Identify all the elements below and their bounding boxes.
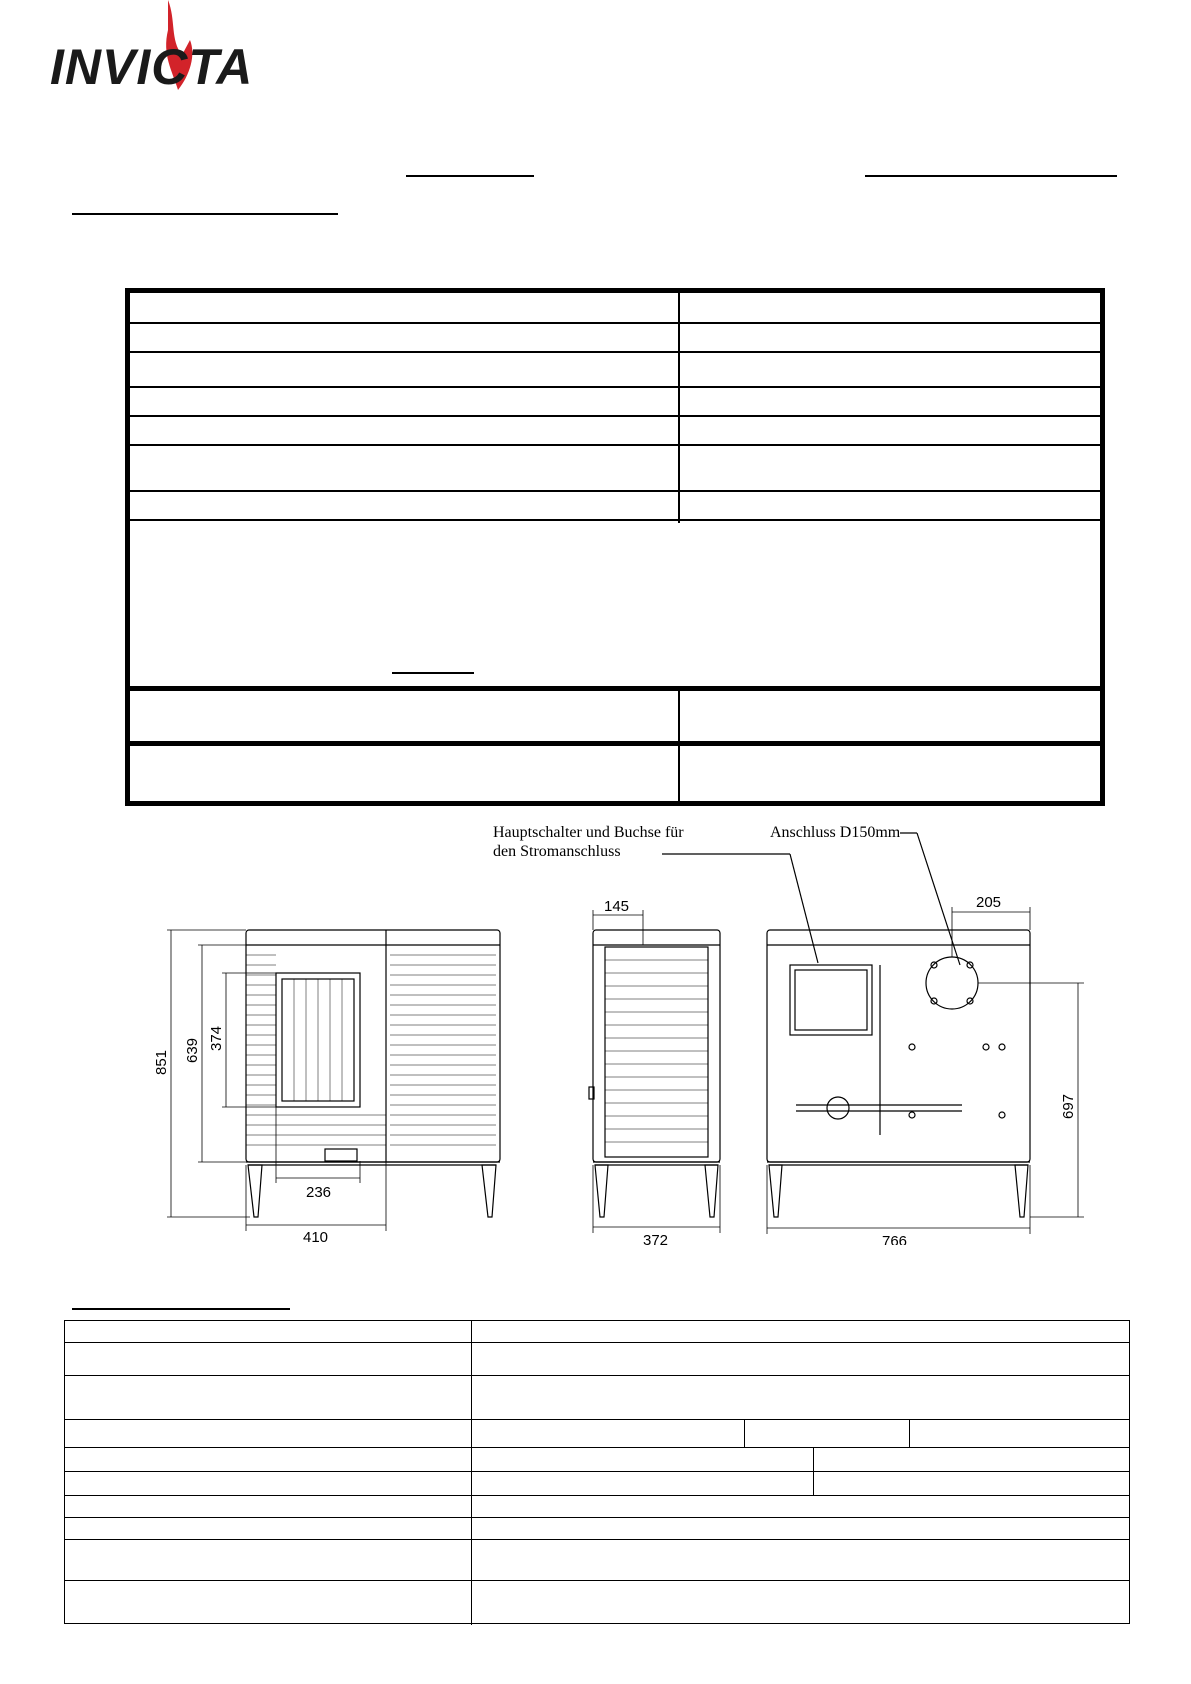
- switch-callout-line-2: den Stromanschluss: [493, 843, 621, 860]
- heading-underline-2: [865, 175, 1117, 177]
- dim-front-height-total: 851: [153, 1049, 170, 1075]
- data-row: [65, 1472, 1129, 1496]
- specification-table: [125, 288, 1105, 806]
- heading-underline-1: [406, 175, 534, 177]
- data-column-divider: [813, 1448, 814, 1496]
- logo-wordmark: INVICTA: [50, 39, 254, 95]
- spec-row: [130, 492, 1100, 521]
- spec-row: [130, 388, 1100, 417]
- spec-notes-block: [130, 521, 1100, 691]
- dim-front-width: 410: [303, 1229, 329, 1245]
- spec-row: [130, 324, 1100, 353]
- data-row: [65, 1420, 1129, 1448]
- front-view: [246, 930, 500, 1217]
- spec-row: [130, 691, 1100, 746]
- dim-back-width: 766: [882, 1233, 908, 1245]
- spec-notes-underline: [392, 672, 474, 674]
- technical-drawing: [150, 815, 1100, 1245]
- dim-front-height-mid: 639: [184, 1037, 201, 1063]
- switch-callout-line-1: Hauptschalter und Buchse für: [493, 824, 684, 841]
- data-column-divider: [471, 1321, 472, 1625]
- data-row: [65, 1376, 1129, 1420]
- spec-row: [130, 446, 1100, 492]
- dim-back-flue-offset: 205: [976, 894, 1002, 911]
- dim-side-width: 372: [643, 1232, 669, 1245]
- data-column-divider: [744, 1420, 745, 1448]
- dim-front-width-base: 236: [306, 1184, 332, 1201]
- flue-callout: Anschluss D150mm: [770, 824, 901, 841]
- data-row: [65, 1496, 1129, 1518]
- spec-row: [130, 417, 1100, 446]
- back-view: [767, 930, 1030, 1217]
- stove-views: [150, 815, 1100, 1245]
- data-column-divider: [909, 1420, 910, 1448]
- spec-row: [130, 293, 1100, 324]
- data-row: [65, 1343, 1129, 1376]
- heading-underline-3: [72, 213, 338, 215]
- spec-row: [130, 353, 1100, 388]
- data-table: [64, 1320, 1130, 1624]
- invicta-logo: [50, 0, 340, 100]
- dim-front-height-door: 374: [208, 1025, 225, 1051]
- data-row: [65, 1321, 1129, 1343]
- dim-back-flue-height: 697: [1060, 1093, 1077, 1119]
- spec-column-divider: [678, 691, 680, 801]
- dim-side-offset: 145: [604, 898, 630, 915]
- data-row: [65, 1448, 1129, 1472]
- spec-column-divider: [678, 293, 680, 523]
- section-underline: [72, 1308, 290, 1310]
- data-row: [65, 1540, 1129, 1581]
- side-view: [589, 930, 720, 1217]
- data-row: [65, 1518, 1129, 1540]
